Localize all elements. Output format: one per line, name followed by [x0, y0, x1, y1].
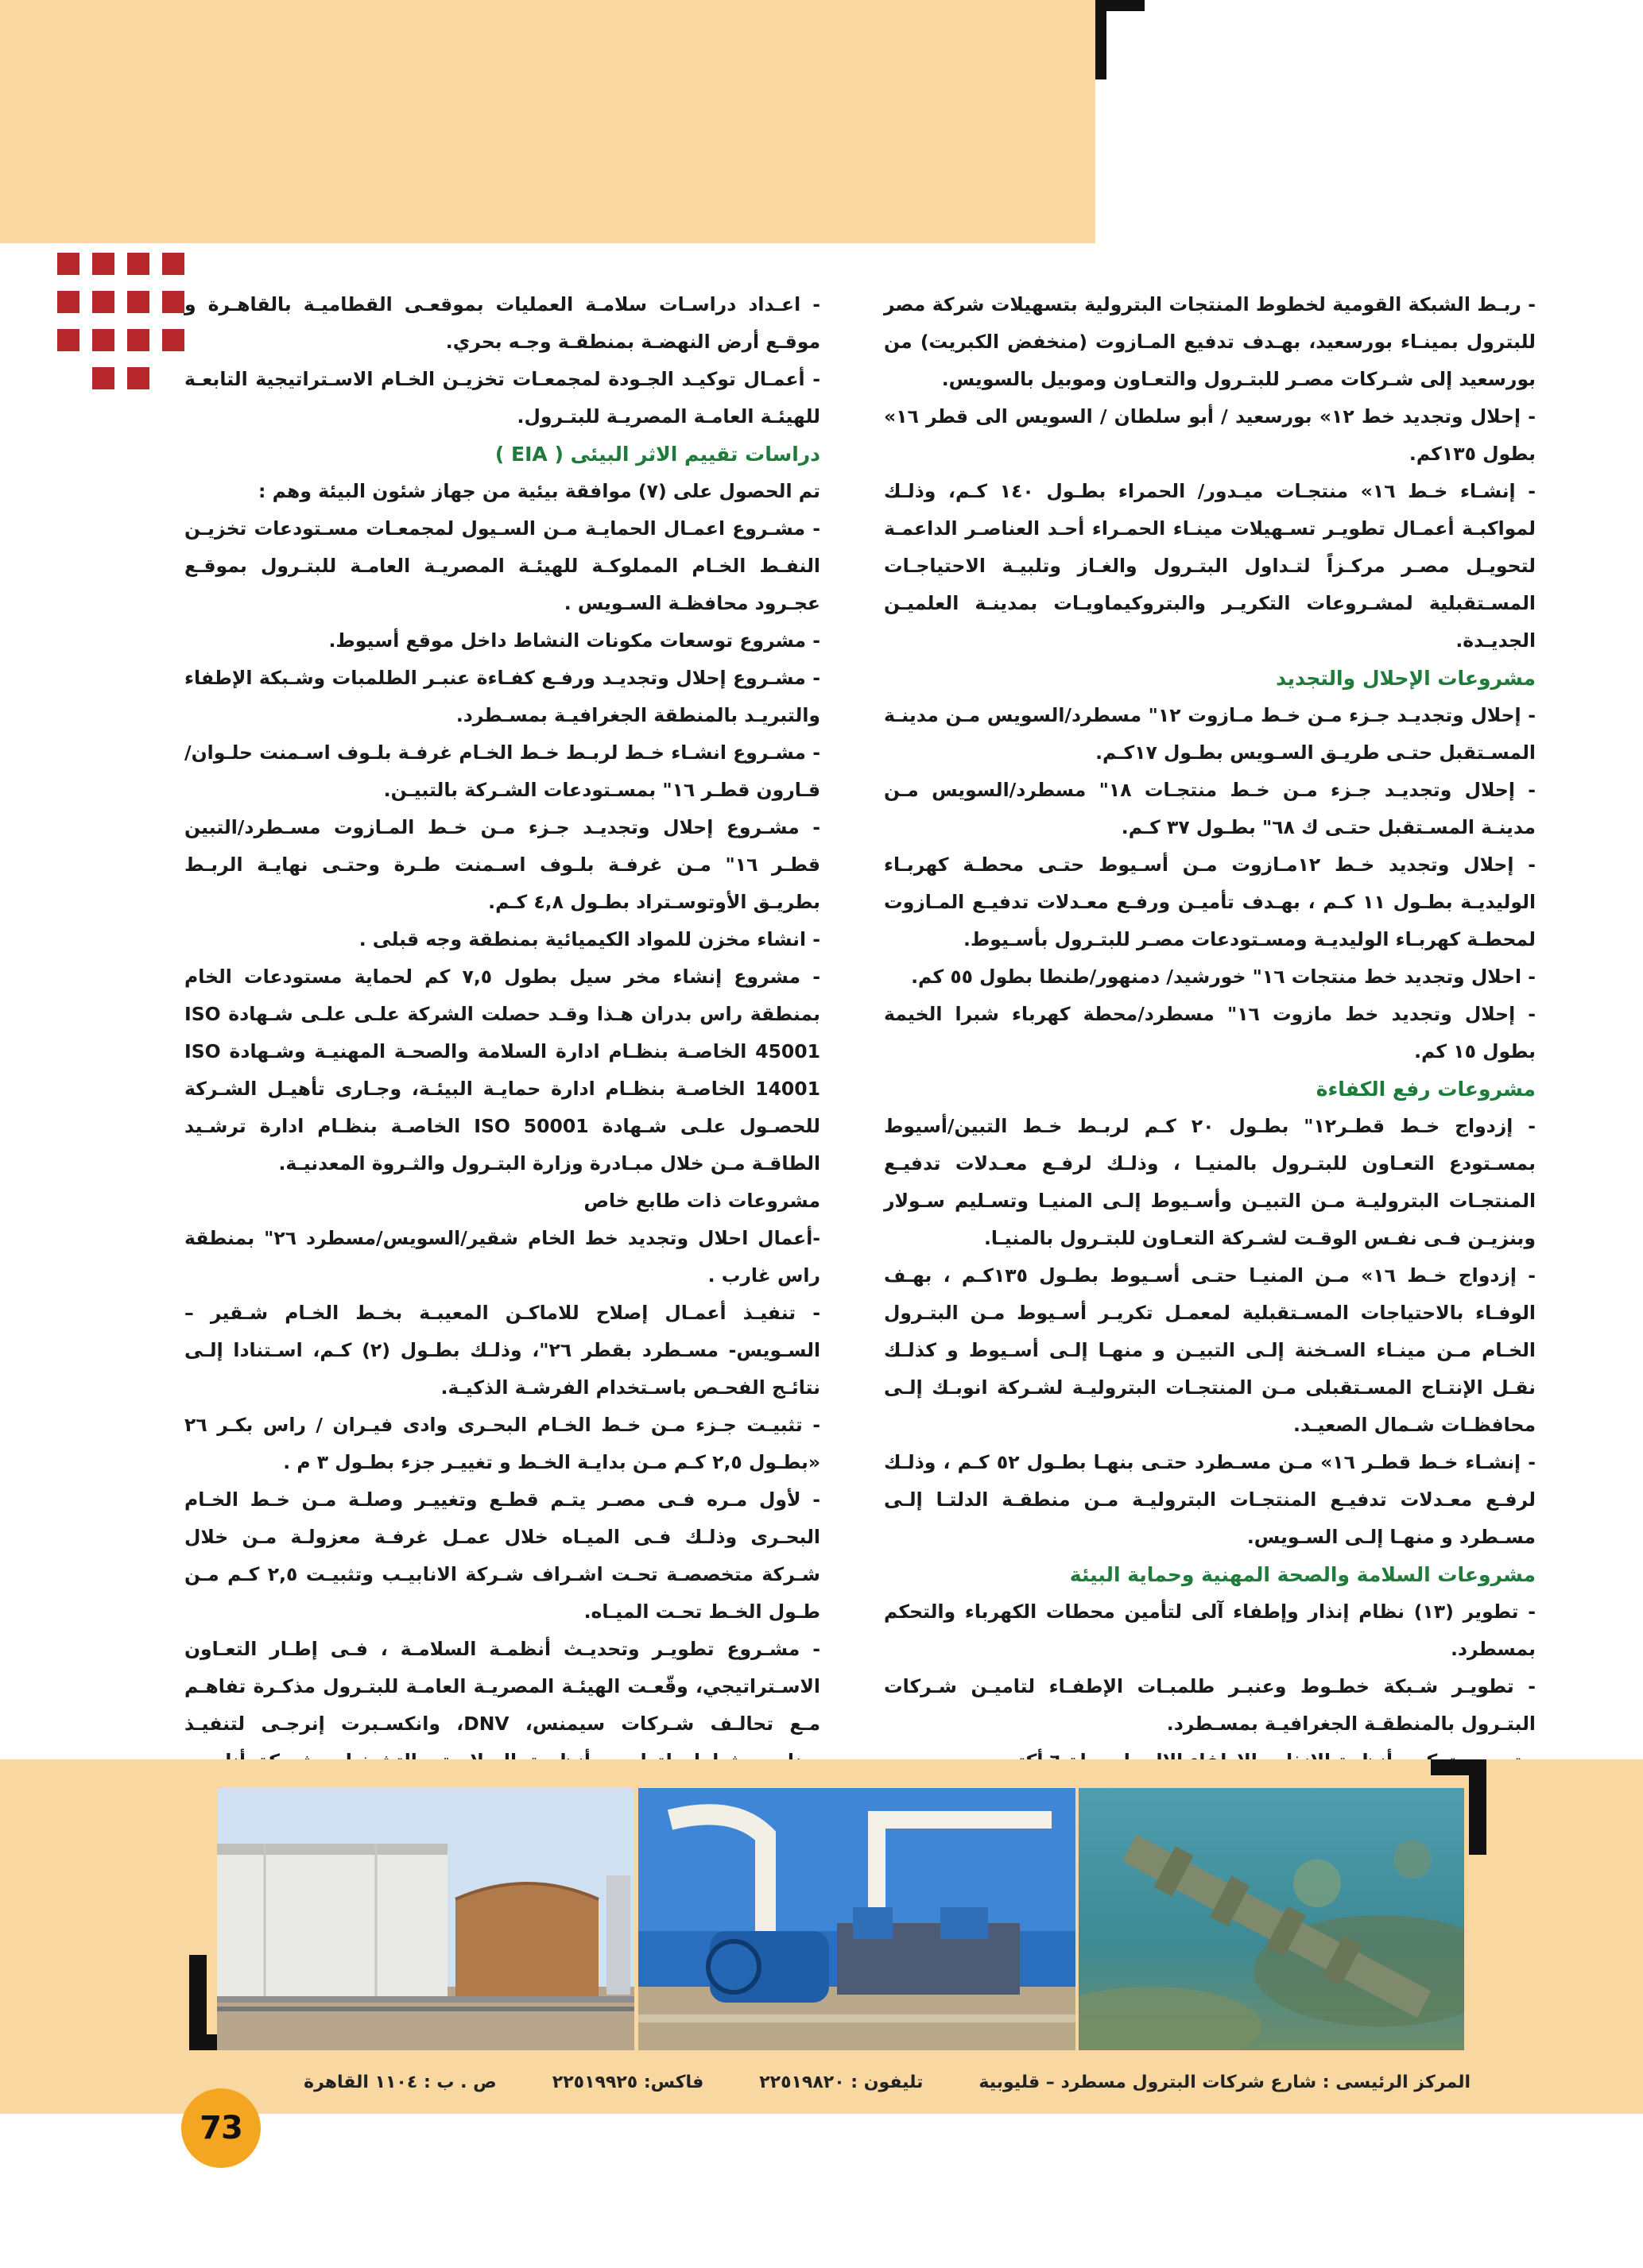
top-corner-bar: [1095, 0, 1106, 79]
paragraph: - احلال وتجديد خط منتجات ١٦" خورشيد/ دمنهور/طنطا بطول ٥٥ كم.: [911, 966, 1536, 988]
paragraph: - تطوير (١٣) نظام إنذار وإطفاء آلى لتأمين محطات الكهرباء والتحكم بمسطرد.: [884, 1600, 1536, 1660]
paragraph: - مشروع توسعات مكونات النشاط داخل موقع أسيوط.: [328, 629, 820, 652]
paragraph: - إنشـاء خـط قطـر ١٦» مـن مسـطرد حتـى بنهـا بطـول ٥٢ كـم ، وذلـك لرفـع معـدلات تدفيـع المنتجـات البتروليـة مـن منطقـة الدلتـا إلـى مسـطرد و منهـا إلـى السـويس.: [884, 1451, 1536, 1548]
paragraph: - إزدواج خـط قطـر١٢" بطـول ٢٠ كـم لربـط خـط التبين/أسيوط بمسـتودع التعـاون للبتـرول بالمنيـا ، وذلـك لرفـع معـدلات تدفيـع المنتجـات البتروليـة مـن التبيـن وأسـيوط إلـى المنيـا وتسـليم سـولار وبنزيـن فـى نفـس الوقـت لشـركة التعـاون للبتـرول بالمنيـا.: [884, 1115, 1536, 1249]
left-article-column: [184, 286, 820, 1855]
paragraph: - مشـروع إحلال وتجديـد ورفـع كفـاءة عنبـر الطلمبات وشـبكة الإطفاء والتبريـد بالمنطقة الجغرافيـة بمسـطرد.: [184, 667, 820, 726]
paragraph: - لأول مـره فـى مصـر يتـم قطـع وتغييـر وصلـة مـن خـط الخـام البحـرى وذلـك فـى الميـاه خلال عمـل غرفـة معزولـة مـن خلال شـركة متخصصـة تحـت اشـراف شـركة الانابيـب وتثبيـت ٢,٥ كـم مـن طـول الخـط تحـت الميـاه.: [184, 1488, 820, 1623]
paragraph: - انشاء مخزن للمواد الكيميائية بمنطقة وجه قبلى .: [358, 928, 820, 950]
section-heading: مشروعات رفع الكفاءة: [1316, 1078, 1536, 1101]
paragraph: - مشـروع تطويـر وتحديـث أنظمـة السلامـة ، فـى إطـار التعـاون الاسـتراتيجي، وقّعـت الهيئـة المصريـة العامـة للبتـرول مذكـرة تفاهـم مـع تحالـف شـركات سيمنس، DNV، وانكسـبرت إنرجـى لتنفيـذ: [184, 1638, 820, 1735]
right-article-column: [884, 286, 1536, 1855]
paragraph: - إحلال وتجديد خط ١٢» بورسعيد / أبو سلطان / السويس الى قطر ١٦» بطول ١٣٥كم.: [884, 405, 1536, 465]
paragraph: - إحلال وتجديد خط مازوت ١٦" مسطرد/محطة كهرباء شبرا الخيمة بطول ١٥ كم.: [884, 1003, 1536, 1062]
section-heading: دراسات تقييم الاثر البيئى ( EIA ): [494, 443, 820, 466]
section-heading: مشروعات السلامة والصحة المهنية وحماية البيئة: [1069, 1563, 1536, 1586]
paragraph: - تثبيـت جـزء مـن خـط الخـام البحـرى وادى فيـران / راس بكـر ٢٦ «بطـول ٢,٥ كـم مـن بدايـة الخـط و تغييـر جزء بطـول ٣ م .: [184, 1414, 820, 1473]
footer-fax: فاكس: ٢٢٥١٩٩٢٥: [552, 2072, 704, 2092]
page-number-badge: 73: [181, 2088, 261, 2168]
paragraph: تم الحصول على (٧) موافقة بيئية من جهاز شئون البيئة وهم :: [258, 480, 820, 502]
paragraph: - اعـداد دراسـات سلامـة العمليات بموقعـى القطاميـة بالقاهـرة و موقـع أرض النهضـة بمنطقـة وجـه بحري.: [184, 293, 820, 353]
paragraph: - ربـط الشبكة القومية لخطوط المنتجات البترولية بتسهيلات شركة مصر للبترول بمينـاء بورسعيد، بهـدف تدفيع المـازوت (منخفض الكبريت) من بورسعيد إلى شـركات مصـر للبتـرول والتعـاون وموبيل بالسويس.: [884, 293, 1536, 390]
contact-footer: [304, 2066, 1471, 2098]
footer-phone: تليفون : ٢٢٥١٩٨٢٠: [759, 2072, 924, 2092]
paragraph: - مشـروع انشـاء خـط لربـط خـط الخـام غرفـة بلـوف اسـمنت حلـوان/ قـارون قطـر ١٦" بمسـتودعات الشـركة بالتبيـن.: [184, 741, 820, 801]
paragraph: - مشروع إنشاء مخر سيل بطول ٧,٥ كم لحماية مستودعات الخام بمنطقة راس بدران هـذا وقـد حصلت الشركة علـى علـى شـهادة ISO 45001 الخاصـة بنظـام ادارة السلامة والصحـة المهنيـة وشـهادة ISO 14001 الخاصـة بنظـام ادارة حمايـة البيئـة، وجـارى تأهيـل الشـركة للحصـول علـى شـهادة ISO 50001 الخاصـة بنظـام ادارة ترشـيد الطاقـة مـن خلال مبـادرة وزارة البتـرول والثـروة المعدنيـة.: [184, 966, 820, 1175]
paragraph: - إنشـاء خـط ١٦» منتجـات ميـدور/ الحمراء بطـول ١٤٠ كـم، وذلـك لمواكبـة أعمـال تطويـر تسـهيلات مينـاء الحمـراء أحـد العناصـر الداعمـة لتحويـل مصـر مركـزاً لتـداول البتـرول والغـاز وتلبيـة الاحتياجـات المسـتقبلية لمشـروعات التكريـر والبتروكيماويـات بمدينـة العلميـن الجديـدة.: [884, 480, 1536, 652]
footer-pobox: ص . ب : ١١٠٤ القاهرة: [304, 2072, 497, 2092]
top-white-panel: [1095, 0, 1643, 243]
paragraph: - تنفيـذ أعمـال إصلاح للاماكـن المعيبـة بخـط الخـام شـقير – السـويس- مسـطرد بقطر ٢٦"، وذلـك بطـول (٢) كـم، اسـتنادا إلـى نتائـج الفحـص باسـتخدام الفرشـة الذكيـة.: [184, 1302, 820, 1399]
paragraph: - مشـروع اعمـال الحمايـة مـن السـيول لمجمعـات مسـتودعات تخزيـن النفـط الخـام المملوكـة للهيئـة المصريـة العامـة للبتـرول بموقـع عجـرود محافظـة السـويس .: [184, 517, 820, 614]
storage-tanks-photo: [217, 1788, 634, 2050]
paragraph: - إحلال وتجديـد جـزء مـن خـط مـازوت ١٢" مسطرد/السويس مـن مدينـة المسـتقبل حتـى طريـق السـويس بطـول ١٧كـم.: [884, 704, 1536, 764]
paragraph: - أعمـال توكيـد الجـودة لمجمعـات تخزيـن الخـام الاسـتراتيجية التابعـة للهيئـة العامـة المصريـة للبتـرول.: [184, 368, 820, 428]
footer-address: المركز الرئيسى : شارع شركات البترول مسطرد – قليوبية: [978, 2072, 1471, 2092]
paragraph: - تطويـر شـبكة خطـوط وعنبـر طلمبـات الإطفـاء لتاميـن شـركات البتـرول بالمنطقـة الجغرافيـة بمسـطرد.: [884, 1675, 1536, 1735]
underwater-pipeline-photo: [1079, 1788, 1464, 2050]
photo-frame-corner: [1431, 1759, 1486, 1775]
paragraph: - إزدواج خـط ١٦» مـن المنيـا حتـى أسـيوط بطـول ١٣٥كـم ، بهـف الوفـاء بالاحتياجات المسـتقبلية لمعمـل تكريـر أسـيوط مـن البتـرول الخـام مـن مينـاء السـخنة إلـى التبيـن و منهـا إلـى أسـيوط و كذلـك نقـل الإنتـاج المسـتقبلى مـن المنتجـات البتروليـة لشـركة انوبـك إلـى محافظـات شـمال الصعيـد.: [884, 1264, 1536, 1436]
red-squares-ornament: [57, 253, 184, 391]
top-corner-bar-horizontal: [1095, 0, 1145, 11]
paragraph: - إحلال وتجديـد جـزء مـن خـط منتجـات ١٨" مسطرد/السويس مـن مدينـة المسـتقبل حتـى ك ٦٨" بطـول ٣٧ كـم.: [884, 779, 1536, 838]
paragraph: مشروعات ذات طابع خاص: [583, 1190, 820, 1212]
section-heading: مشروعات الإحلال والتجديد: [1276, 667, 1536, 690]
paragraph: - إحلال وتجديد خـط ١٢مـازوت مـن أسـيوط حتـى محطـة كهربـاء الوليديـة بطـول ١١ كـم ، بهـدف تأميـن ورفـع معـدلات تدفيـع المـازوت لمحطـة كهربـاء الوليديـة ومسـتودعات مصـر للبتـرول بأسـيوط.: [884, 853, 1536, 950]
paragraph: -أعمال احلال وتجديد خط الخام شقير/السويس/مسطرد ٢٦" بمنطقة راس غارب .: [184, 1227, 821, 1287]
paragraph: - مشـروع إحلال وتجديـد جـزء مـن خـط المـازوت مسـطرد/التبين قطـر ١٦" مـن غرفـة بلـوف اسـمنت طـرة وحتـى نهايـة الربـط بطريـق الأوتوسـتراد بطـول ٤,٨ كـم.: [184, 816, 820, 913]
pump-station-photo: [638, 1788, 1075, 2050]
